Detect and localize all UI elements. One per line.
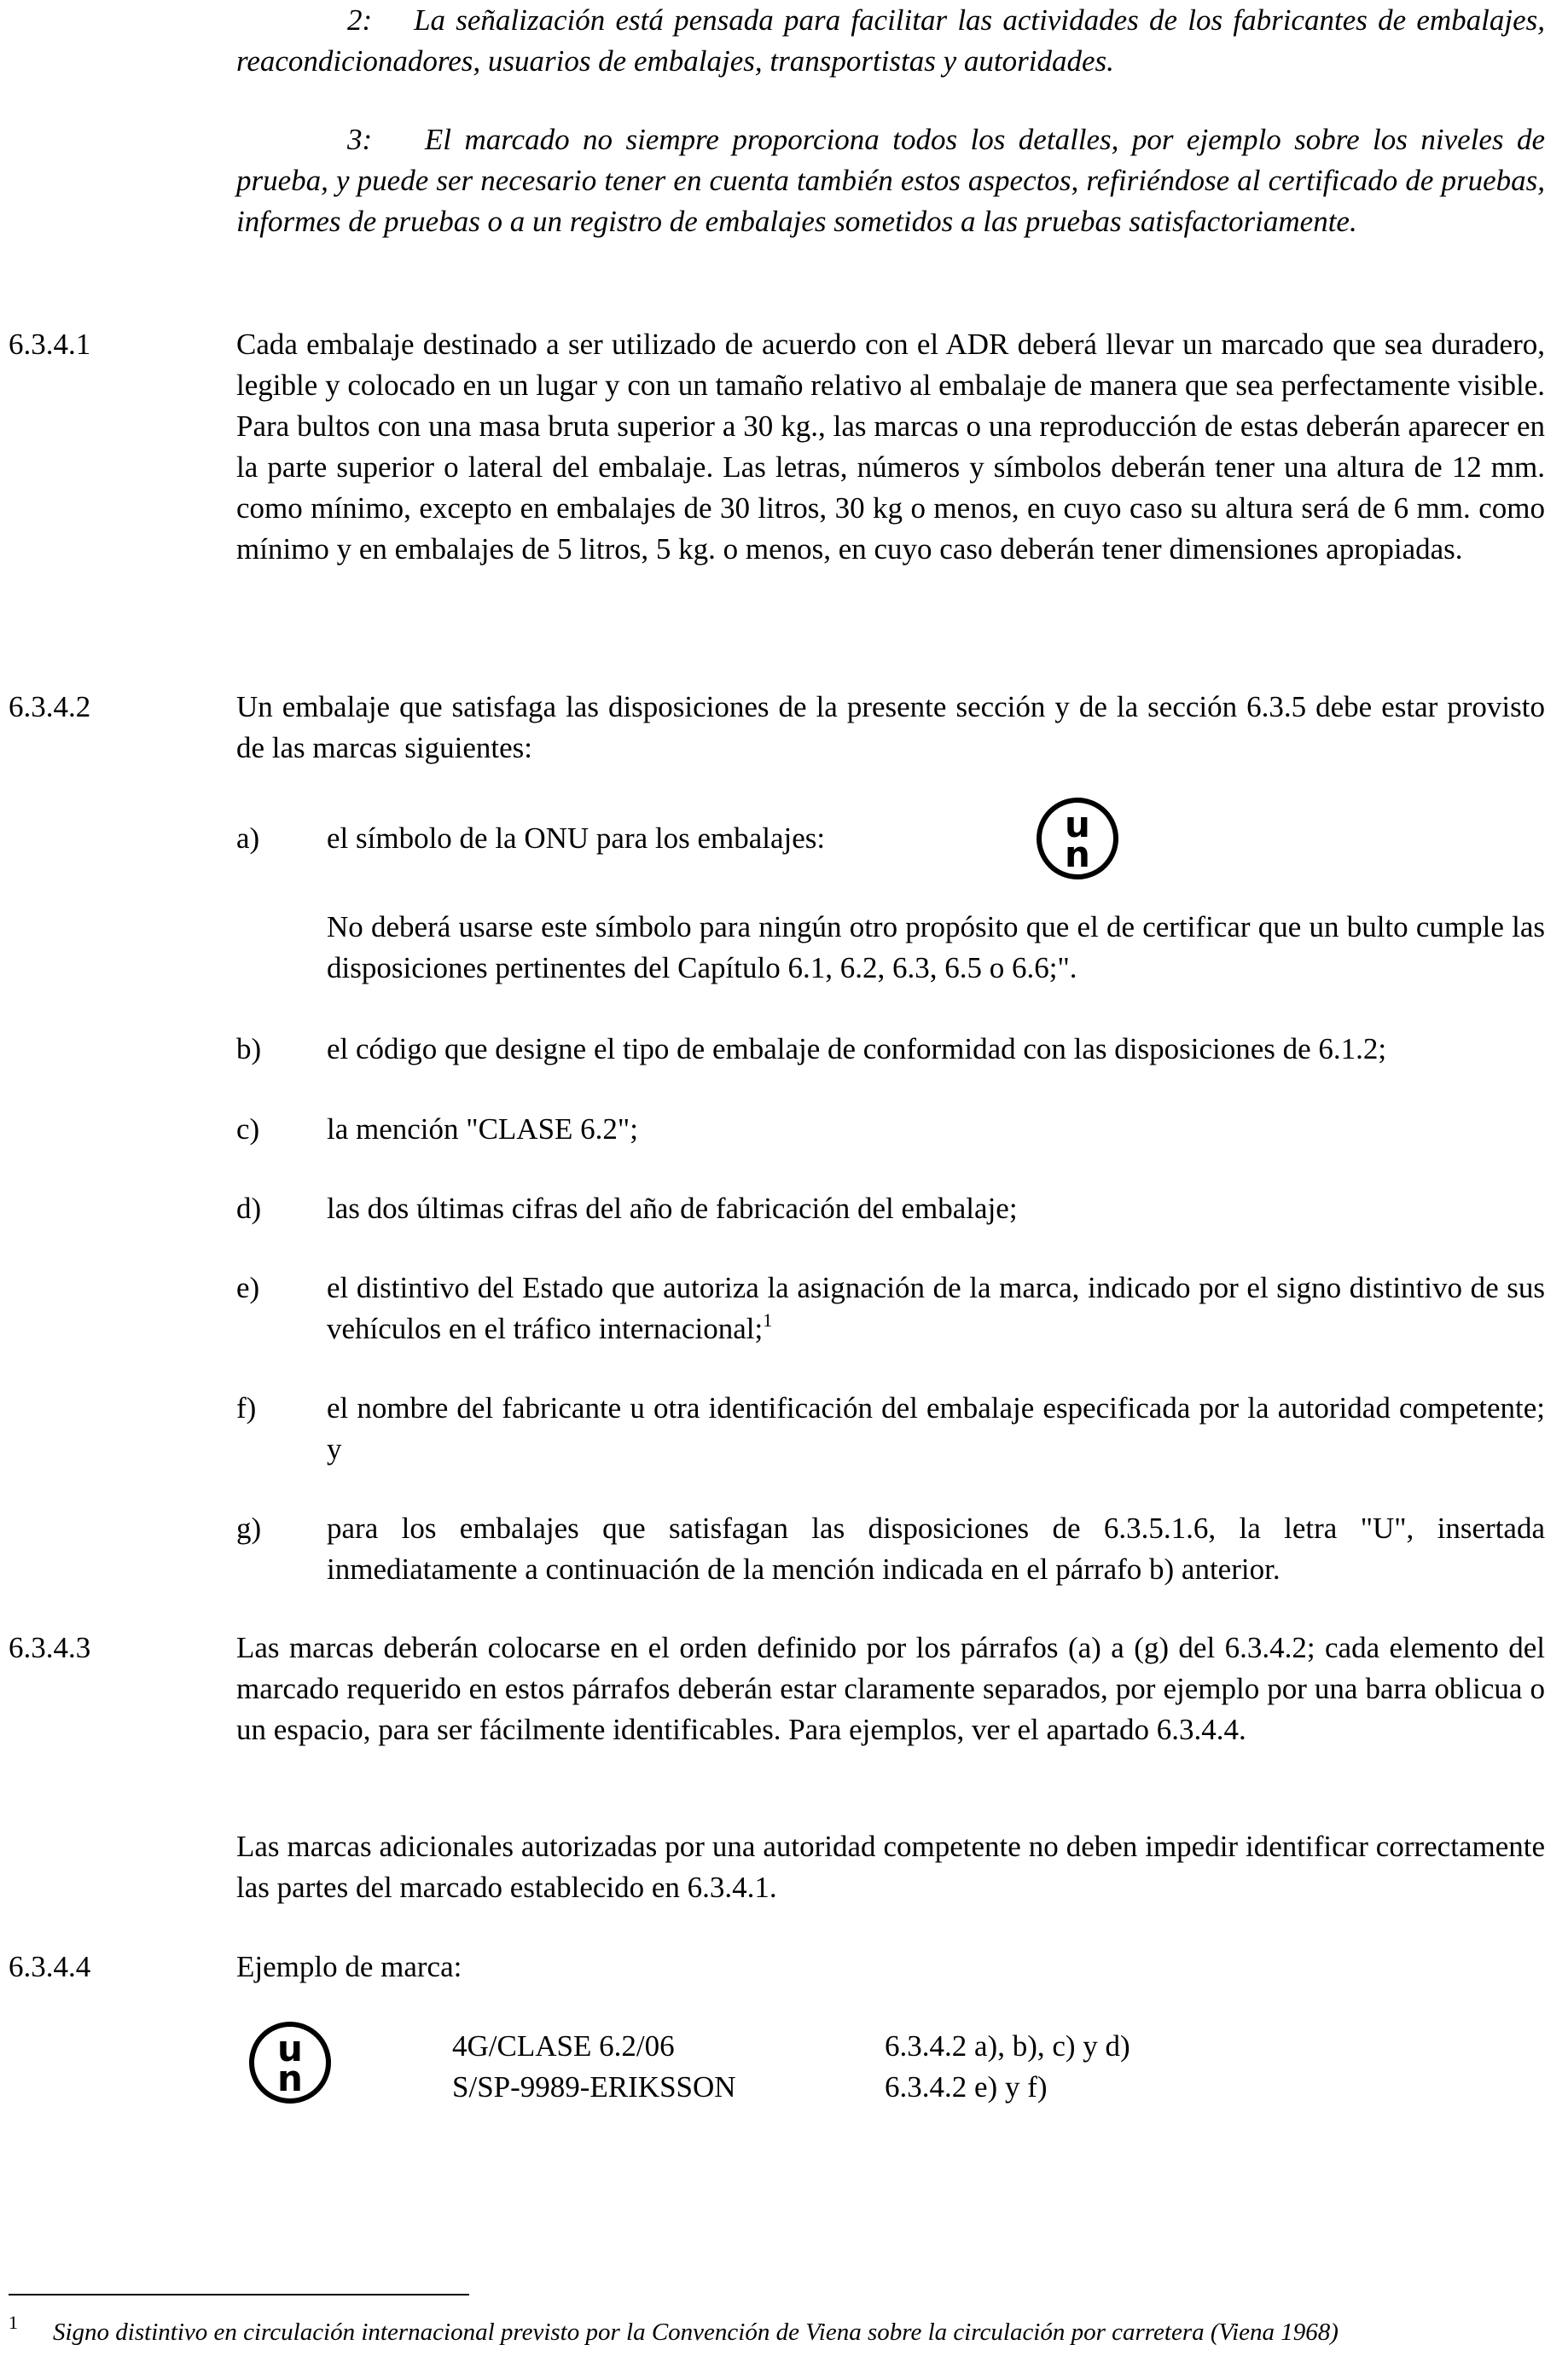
section-6-3-4-2-text: Un embalaje que satisfaga las disposiciones de la presente sección y de la sección 6.3.5 debe estar provisto de las marcas siguientes: (236, 690, 1545, 764)
note-3 (236, 119, 1545, 242)
item-f-text: el nombre del fabricante u otra identificación del embalaje especificada por la autoridad competente; y (327, 1391, 1545, 1465)
footnote-number: 1 (9, 2312, 18, 2333)
item-g-text: para los embalajes que satisfagan las disposiciones de 6.3.5.1.6, la letra "U", insertada inmediatamente a continuación de la mención indicada en el párrafo b) anterior. (327, 1512, 1545, 1586)
section-number-6-3-4-1: 6.3.4.1 (9, 328, 91, 361)
item-e-letter: e) (236, 1271, 260, 1304)
footnote-text: Signo distintivo en circulación internacional previsto por la Convención de Viena sobre la circulación por carretera (Viena 1968) (53, 2319, 1339, 2346)
item-d-letter: d) (236, 1192, 262, 1225)
un-symbol-bottom-letter: n (1065, 833, 1090, 875)
section-6-3-4-1-text: Cada embalaje destinado a ser utilizado de acuerdo con el ADR deberá llevar un marcado que sea duradero, legible y colocado en un lugar y con un tamaño relativo al embalaje de manera que sea perfectamente visible. Para bultos con una masa bruta superior a 30 kg., las marcas o una reproducción de estas deberán aparecer en la parte superior o lateral del embalaje. Las letras, números y símbolos deberán tener una altura de 12 mm. como mínimo, excepto en embalajes de 30 litros, 30 kg o menos, en cuyo caso su altura será de 6 mm. como mínimo y en embalajes de 5 litros, 5 kg. o menos, en cuyo caso deberán tener dimensiones apropiadas. (236, 328, 1545, 566)
note-2 (236, 0, 1545, 82)
item-c-letter: c) (236, 1112, 260, 1146)
item-f-letter: f) (236, 1391, 257, 1425)
example-mark-line-2-ref: 6.3.4.2 e) y f) (885, 2070, 1048, 2104)
example-un-symbol (247, 2020, 333, 2105)
item-a-text: el símbolo de la ONU para los embalajes: (327, 821, 826, 855)
item-a-letter: a) (236, 821, 260, 855)
note-3-number: 3: (347, 123, 373, 156)
section-6-3-4-3-text: Las marcas deberán colocarse en el orden definido por los párrafos (a) a (g) del 6.3.4.2; cada elemento del marcado requerido en estos párrafos deberán estar claramente separados, por ejemplo por una barra oblicua o un espacio, para ser fácilmente identificables. Para ejemplos, ver el apartado 6.3.4.4. (236, 1631, 1545, 1746)
section-number-6-3-4-2: 6.3.4.2 (9, 690, 91, 723)
example-mark-line-1-ref: 6.3.4.2 a), b), c) y d) (885, 2029, 1130, 2063)
item-b-letter: b) (236, 1032, 262, 1065)
item-c-text: la mención "CLASE 6.2"; (327, 1112, 638, 1146)
item-g-letter: g) (236, 1512, 262, 1545)
example-mark-line-2: S/SP-9989-ERIKSSON (452, 2070, 736, 2104)
section-number-6-3-4-4: 6.3.4.4 (9, 1950, 91, 1983)
section-6-3-4-3-text-2: Las marcas adicionales autorizadas por una autoridad competente no deben impedir identificar correctamente las partes del marcado establecido en 6.3.4.1. (236, 1830, 1545, 1904)
item-e-text: el distintivo del Estado que autoriza la asignación de la marca, indicado por el signo distintivo de sus vehículos en el tráfico internacional; (327, 1271, 1545, 1345)
item-e (327, 1268, 1545, 1349)
un-symbol-top-letter: u (1065, 804, 1090, 845)
item-d-text: las dos últimas cifras del año de fabricación del embalaje; (327, 1192, 1018, 1225)
note-3-text: El marcado no siempre proporciona todos los detalles, por ejemplo sobre los niveles de prueba, y puede ser necesario tener en cuenta también estos aspectos, refiriéndose al certificado de pruebas, informes de pruebas o a un registro de embalajes sometidos a las pruebas satisfactoriamente. (236, 123, 1545, 238)
symbol-usage-note: No deberá usarse este símbolo para ningún otro propósito que el de certificar que un bulto cumple las disposiciones pertinentes del Capítulo 6.1, 6.2, 6.3, 6.5 o 6.6;". (327, 910, 1545, 984)
example-mark-line-1: 4G/CLASE 6.2/06 (452, 2029, 675, 2063)
footnote-separator (9, 2294, 469, 2295)
example-un-bottom-letter: n (277, 2057, 303, 2099)
note-2-number: 2: (347, 3, 373, 37)
section-6-3-4-4-text: Ejemplo de marca: (236, 1950, 462, 1983)
un-packaging-symbol (1035, 796, 1120, 881)
item-b-text: el código que designe el tipo de embalaje de conformidad con las disposiciones de 6.1.2; (327, 1032, 1387, 1065)
example-un-top-letter: u (277, 2028, 303, 2069)
section-number-6-3-4-3: 6.3.4.3 (9, 1631, 91, 1664)
footnote-reference[interactable]: 1 (763, 1309, 773, 1331)
note-2-text: La señalización está pensada para facilitar las actividades de los fabricantes de embalajes, reacondicionadores, usuarios de embalajes, transportistas y autoridades. (236, 3, 1546, 78)
